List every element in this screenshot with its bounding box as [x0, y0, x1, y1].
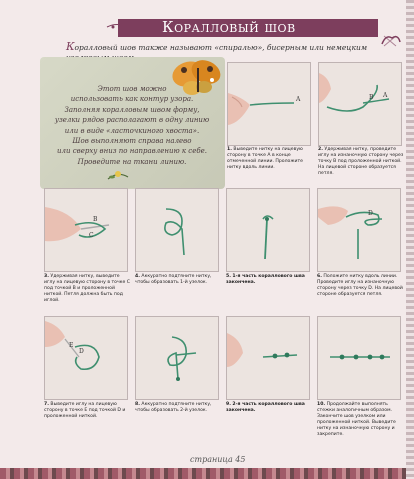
step-2-photo — [318, 62, 402, 146]
step-1-caption: 1. Выведите нитку на лицевую сторону в точке А в конце отмеченной линии. Проложите нитку вдоль линии. — [227, 147, 303, 170]
step-6-caption: 6. Положите нитку вдоль линии. Проведите иглу на изнаночную сторону через точку D. На лицевой стороне образуется петля. — [317, 274, 403, 297]
step-7-photo — [44, 316, 128, 400]
svg-text:D: D — [368, 210, 373, 217]
intro-text: Этот шов можно использовать как контур узора. Заполняя коралловым швом форму, узелки рядов располагают в одну линию или в виде «ласточкиного хвоста». Шов выполняют справа налево или сверху вниз по направлению к себе. Проведите на ткани линию. — [54, 85, 210, 166]
svg-text:B: B — [369, 94, 374, 101]
svg-text:E: E — [69, 342, 74, 349]
subtitle: Коралловый шов также называют «спиралью», бисерным или немецким — [66, 40, 368, 53]
svg-text:D: D — [79, 348, 84, 355]
step-2-caption: 2. Удерживая нитку, проведите иглу на изнаночную сторону через точку B под проложенной ниткой. На лицевой стороне образуется петля. — [318, 147, 404, 176]
step-10-caption: 10. Продолжайте выполнять стежки аналогичным образом. Закончите шов узелком или проложенной ниткой. Выведите нитку на изнаночную сторону и закрепите. — [317, 402, 396, 437]
step-9-caption: 9. 2-я часть кораллового шва закончена. — [226, 402, 305, 413]
step-7-caption: 7. Выведите иглу на лицевую сторону в точке E под точкой D и проложенной ниткой. — [44, 402, 126, 419]
step-8-caption: 8. Аккуратно подтяните нитку, чтобы образовать 2-й узелок. — [135, 402, 212, 413]
page-edge — [406, 0, 414, 479]
svg-text:C: C — [89, 232, 94, 239]
svg-text:A: A — [296, 96, 301, 103]
step-3-photo — [44, 188, 128, 272]
step-5-photo — [226, 188, 310, 272]
flower-ornament — [106, 167, 130, 183]
svg-text:B: B — [93, 216, 98, 223]
svg-text:A: A — [383, 92, 388, 99]
step-5-caption: 5. 1-я часть кораллового шва закончена. — [226, 274, 305, 285]
step-4-caption: 4. Аккуратно подтяните нитку, чтобы образовать 1-й узелок. — [135, 274, 212, 285]
step-8-photo — [135, 316, 219, 400]
step-10-photo — [317, 316, 401, 400]
bottom-decor-strip — [0, 468, 406, 479]
step-4-photo — [135, 188, 219, 272]
step-3-caption: 3. Удерживая нитку, выведите иглу на лицевую сторону в точке C под точкой B и проложенной ниткой. Петля должна быть под иглой. — [44, 274, 130, 303]
step-6-photo — [317, 188, 401, 272]
page-title: Коралловый шов — [162, 18, 296, 36]
step-1-photo — [227, 62, 311, 146]
step-9-photo — [226, 316, 310, 400]
page-number: страница 45 — [190, 455, 246, 464]
